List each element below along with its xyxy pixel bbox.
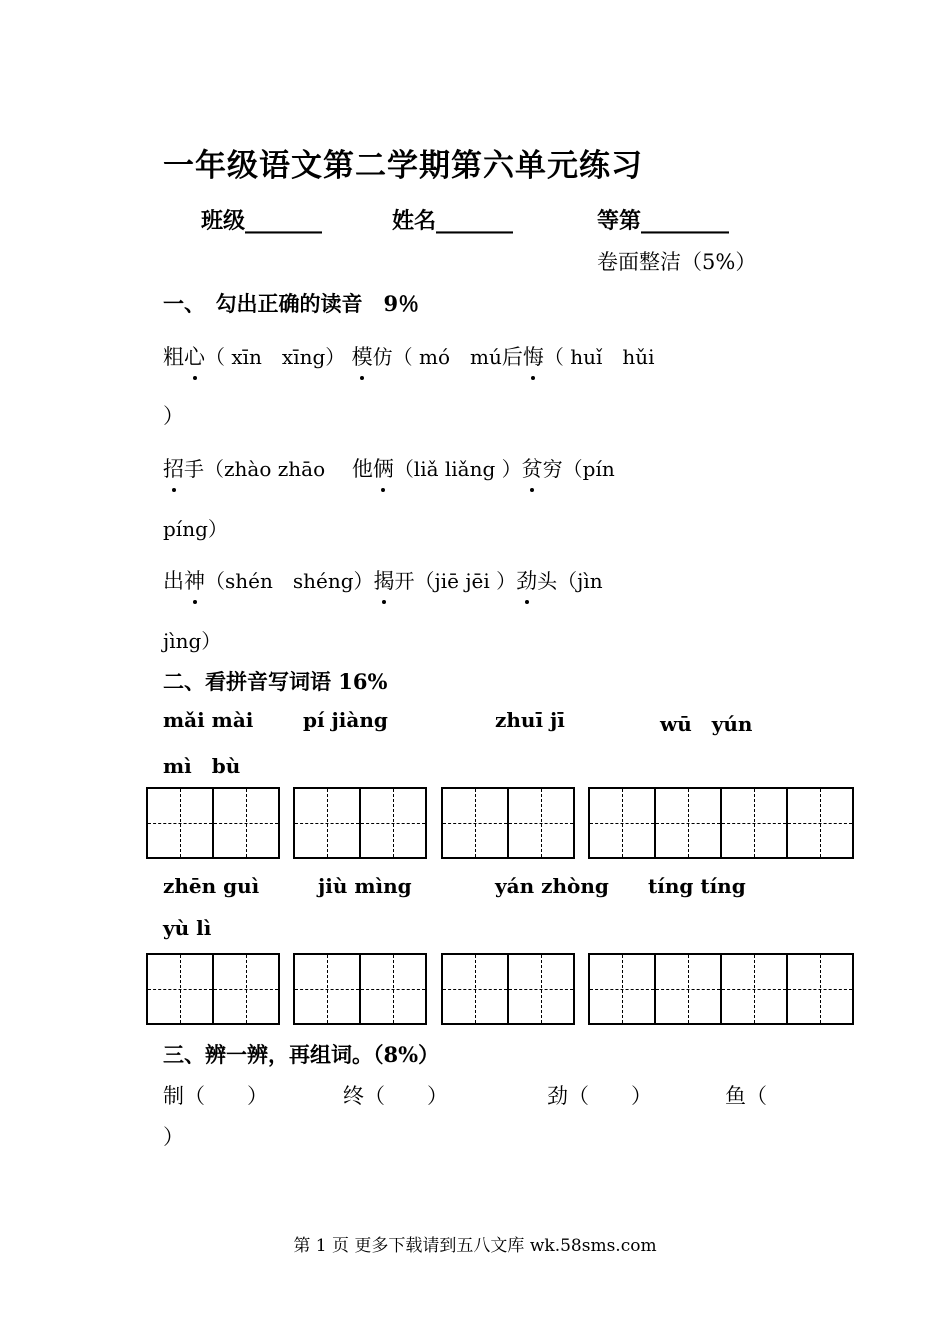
pinyin-label: wū yún (660, 712, 753, 736)
pinyin-label: yán zhòng (495, 874, 609, 898)
writing-grid[interactable] (293, 787, 427, 859)
grade-field: 等第________ (597, 208, 730, 234)
word-item: 出神（shén shéng） (163, 569, 374, 593)
grid-cell[interactable] (509, 789, 573, 857)
grid-cell[interactable] (148, 789, 214, 857)
group-word-item: 终（ ） (343, 1084, 448, 1108)
grid-cell[interactable] (148, 955, 214, 1023)
grid-cell[interactable] (295, 789, 361, 857)
section3-heading: 三、辨一辨，再组词。（8%） (163, 1042, 440, 1067)
grid-cell[interactable] (656, 789, 722, 857)
grid-cell[interactable] (656, 955, 722, 1023)
pinyin-label: zhuī jī (495, 708, 565, 732)
pinyin-label: mì bù (163, 754, 241, 778)
section1-row1 (163, 341, 655, 371)
pinyin-label: jiù mìng (318, 874, 412, 898)
word-item: 招手（zhào zhāo (163, 457, 345, 481)
section1-row2 (163, 453, 615, 483)
grid-cell[interactable] (788, 789, 852, 857)
page-footer: 第 1 页 更多下载请到五八文库 wk.58sms.com (293, 1236, 657, 1256)
word-item: 贫穷（pín (522, 457, 615, 481)
grid-cell[interactable] (722, 789, 788, 857)
writing-grid[interactable] (588, 787, 854, 859)
grid-cell[interactable] (509, 955, 573, 1023)
name-field: 姓名_______ (392, 208, 514, 234)
class-field: 班级_______ (201, 208, 323, 234)
grid-cell[interactable] (295, 955, 361, 1023)
pinyin-label: pí jiàng (303, 708, 388, 732)
word-item: 后悔（ huǐ hǔi (502, 345, 655, 369)
section1-row3-cont: jìng） (163, 629, 222, 653)
word-item: 揭开（jiē jēi ） (374, 569, 517, 593)
group-word-item: 鱼（ (725, 1084, 767, 1108)
grid-cell[interactable] (590, 789, 656, 857)
group-word-cont: ） (163, 1125, 184, 1149)
pinyin-label: zhēn guì (163, 874, 260, 898)
writing-grid[interactable] (146, 953, 280, 1025)
grid-cell[interactable] (443, 789, 509, 857)
writing-grid[interactable] (441, 787, 575, 859)
writing-grid[interactable] (146, 787, 280, 859)
word-item: 模仿（ mó mú (352, 345, 502, 369)
grid-cell[interactable] (214, 789, 278, 857)
grid-cell[interactable] (722, 955, 788, 1023)
neatness-note: 卷面整洁（5%） (597, 250, 757, 274)
grid-cell[interactable] (443, 955, 509, 1023)
pinyin-label: mǎi mài (163, 708, 254, 732)
pinyin-label: yù lì (163, 916, 212, 940)
group-word-item: 劲（ ） (547, 1084, 652, 1108)
word-item: 劲头（jìn (516, 569, 602, 593)
group-word-item: 制（ ） (163, 1084, 268, 1108)
writing-grid[interactable] (293, 953, 427, 1025)
writing-grid[interactable] (588, 953, 854, 1025)
word-item: 他俩（liǎ liǎng ） (352, 457, 522, 481)
section2-heading: 二、看拼音写词语 16% (163, 669, 388, 694)
grid-cell[interactable] (214, 955, 278, 1023)
grid-cell[interactable] (361, 789, 425, 857)
section1-row3 (163, 565, 603, 595)
grid-cell[interactable] (361, 955, 425, 1023)
grid-cell[interactable] (590, 955, 656, 1023)
page-title: 一年级语文第二学期第六单元练习 (163, 148, 643, 184)
word-item: 粗心（ xīn xīng） (163, 345, 352, 369)
section1-row1-cont: ） (163, 404, 184, 428)
writing-grid[interactable] (441, 953, 575, 1025)
section1-row2-cont: píng） (163, 517, 228, 541)
section1-heading: 一、 勾出正确的读音 9％ (163, 291, 420, 316)
grid-cell[interactable] (788, 955, 852, 1023)
pinyin-label: tíng tíng (648, 874, 746, 898)
